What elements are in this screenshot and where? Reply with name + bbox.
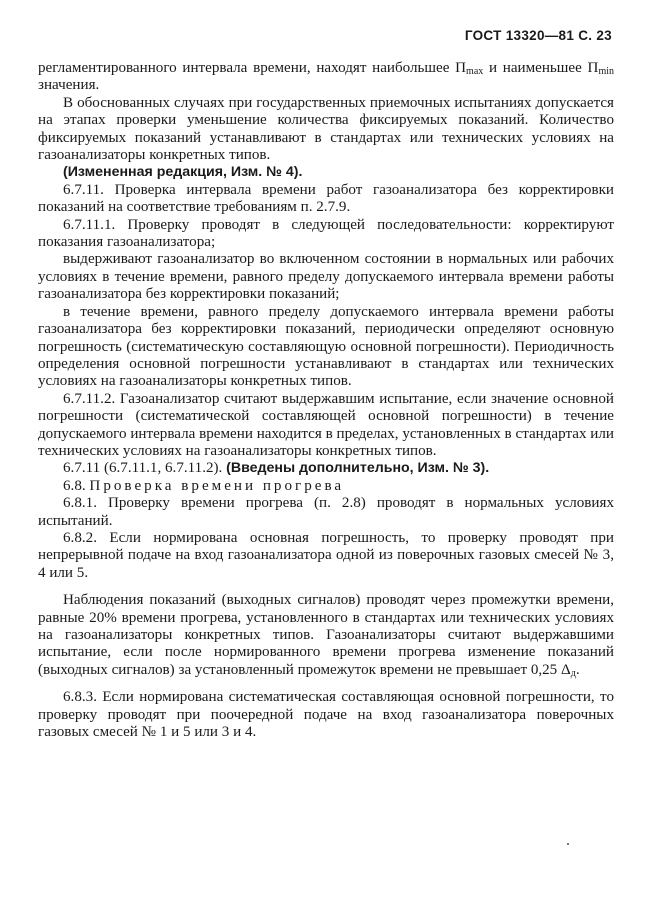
clause-6-8-2: 6.8.2. Если нормирована основная погрешность, то проверку проводят при непрерывной подаче на вход газоанализатора одной из поверочных газовых смесей № 3, 4 или 5.	[38, 529, 614, 581]
section-6-8-heading: 6.8. Проверка времени прогрева	[63, 477, 345, 494]
scan-speck	[567, 843, 569, 845]
paragraph-continuation: регламентированного интервала времени, находят наибольшее $\Pi_{max}$ и наименьшее $\Pi_{min}$ значения.	[38, 60, 614, 94]
clause-6-7-11: 6.7.11. Проверка интервала времени работ газоанализатора без корректировки показаний на соответствие требованиям п. 2.7.9.	[38, 181, 614, 216]
page-header: ГОСТ 13320—81 С. 23	[464, 28, 612, 43]
paragraph: выдерживают газоанализатор во включенном состоянии в нормальных или рабочих условиях в течение времени, равного пределу допускаемого интервала времени работы газоанализатора без корректировки показаний;	[38, 251, 614, 303]
paragraph: в течение времени, равного пределу допускаемого интервала времени работы газоанализатора без корректировки показаний, периодически определяют основную погрешность (систематическую составляющую основной погрешности). Периодичность определения основной погрешности устанавливают в стандартах или технических условиях на газоанализаторы конкретных типов.	[38, 303, 614, 390]
clause-6-7-11-2: 6.7.11.2. Газоанализатор считают выдержавшим испытание, если значение основной погрешности (систематической составляющей основной погрешности) в течение допускаемого интервала времени находится в пределах, установленных в стандартах или технических условиях на газоанализаторы конкретных типов.	[38, 390, 614, 459]
amendment-note: (Измененная редакция, Изм. № 4).	[63, 164, 303, 181]
amendment-note: 6.7.11 (6.7.11.1, 6.7.11.2). (Введены дополнительно, Изм. № 3).	[63, 460, 490, 477]
paragraph: В обоснованных случаях при государственных приемочных испытаниях допускается на этапах проверки уменьшение количества фиксируемых показаний. Количество фиксируемых показаний устанавливают в стандартах или технических условиях на газоанализаторы конкретных типов.	[38, 94, 614, 164]
document-body	[38, 60, 614, 741]
paragraph: Наблюдения показаний (выходных сигналов) проводят через промежутки времени, равные 20% времени прогрева, установленного в стандартах или технических условиях на газоанализаторы конкретных типов. Газоанализаторы считают выдержавшими испытание, если после нормированного времени прогрева изменение показаний (выходных сигналов) за установленный промежуток времени не превышает 0,25 $\Delta_д$.	[38, 592, 614, 679]
clause-6-8-3: 6.8.3. Если нормирована систематическая составляющая основной погрешности, то проверку проводят при поочередной подаче на вход газоанализатора поверочных газовых смесей № 1 и 5 или 3 и 4.	[38, 689, 614, 741]
clause-6-8-1: 6.8.1. Проверку времени прогрева (п. 2.8) проводят в нормальных условиях испытаний.	[38, 495, 614, 529]
clause-6-7-11-1: 6.7.11.1. Проверку проводят в следующей последовательности: корректируют показания газоанализатора;	[38, 216, 614, 251]
